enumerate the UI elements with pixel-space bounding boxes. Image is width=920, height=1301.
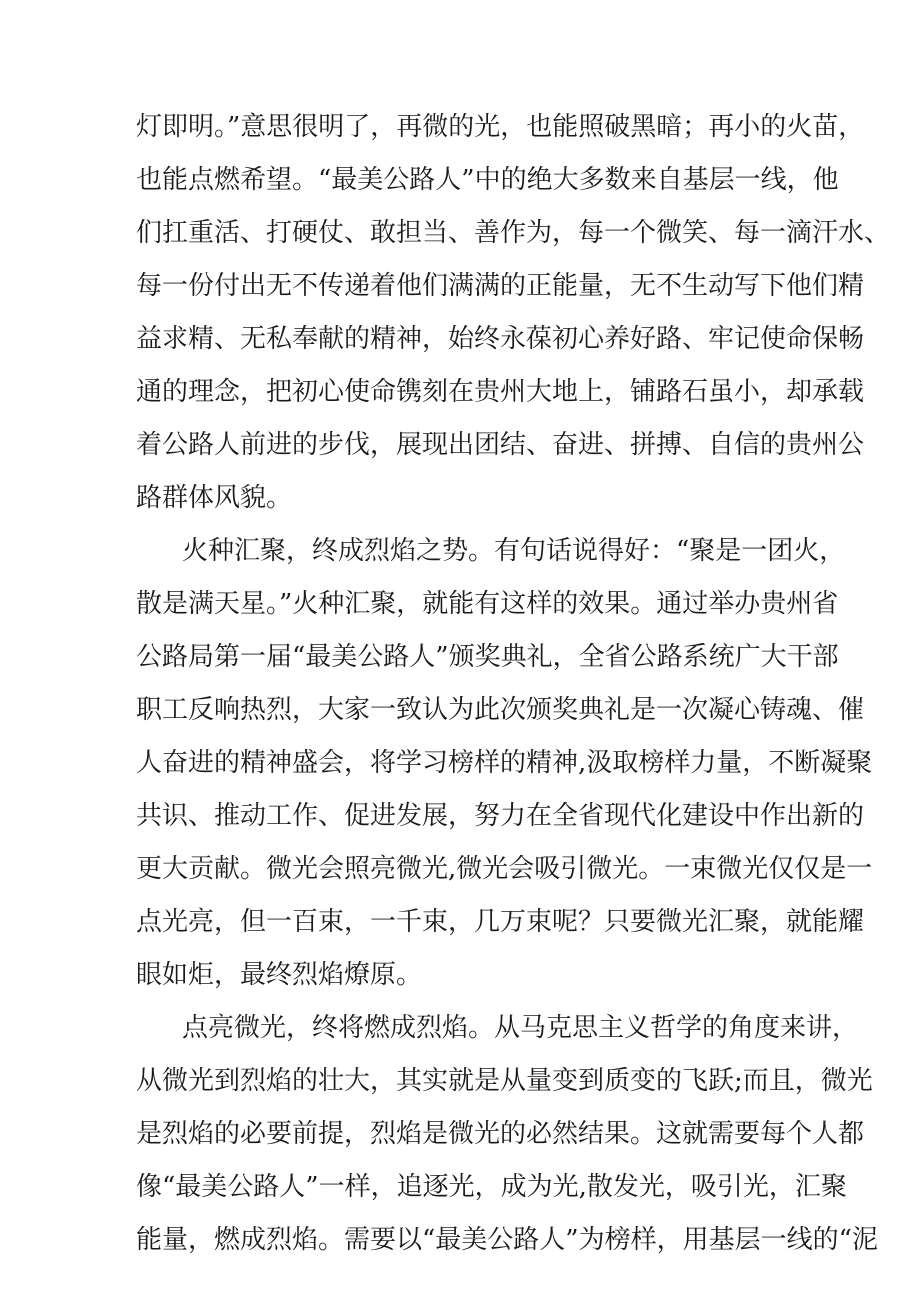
- text-line: 能量，燃成烈焰。需要以“最美公路人”为榜样，用基层一线的“泥: [136, 1225, 878, 1255]
- text-line: 眼如炬，最终烈焰燎原。: [136, 960, 423, 990]
- paragraph-first-line: 火种汇聚，终成烈焰之势。有句话说得好：“聚是一团火，: [182, 536, 846, 566]
- text-line: 通的理念，把初心使命镌刻在贵州大地上，铺路石虽小，却承载: [136, 377, 865, 407]
- text-line: 着公路人前进的步伐，展现出团结、奋进、拼搏、自信的贵州公: [136, 430, 865, 460]
- text-line: 们扛重活、打硬仗、敢担当、善作为，每一个微笑、每一滴汗水、: [136, 218, 891, 248]
- text-line: 职工反响热烈，大家一致认为此次颁奖典礼是一次凝心铸魂、催: [136, 695, 865, 725]
- text-line: 公路局第一届“最美公路人”颁奖典礼，全省公路系统广大干部: [136, 642, 839, 672]
- text-line: 共识、推动工作、促进发展，努力在全省现代化建设中作出新的: [136, 801, 865, 831]
- text-line: 人奋进的精神盛会，将学习榜样的精神,汲取榜样力量，不断凝聚: [136, 748, 873, 778]
- paragraph-first-line: 点亮微光，终将燃成烈焰。从马克思主义哲学的角度来讲，: [182, 1013, 859, 1043]
- text-line: 也能点燃希望。“最美公路人”中的绝大多数来自基层一线，他: [136, 165, 839, 195]
- text-line: 路群体风貌。: [136, 483, 293, 513]
- text-line: 是烈焰的必要前提，烈焰是微光的必然结果。这就需要每个人都: [136, 1119, 865, 1149]
- text-line: 点光亮，但一百束，一千束，几万束呢？只要微光汇聚，就能耀: [136, 907, 865, 937]
- text-line: 从微光到烈焰的壮大，其实就是从量变到质变的飞跃;而且，微光: [136, 1066, 873, 1096]
- text-line: 每一份付出无不传递着他们满满的正能量，无不生动写下他们精: [136, 271, 865, 301]
- text-line: 益求精、无私奉献的精神，始终永葆初心养好路、牢记使命保畅: [136, 324, 865, 354]
- text-line: 散是满天星。”火种汇聚，就能有这样的效果。通过举办贵州省: [136, 589, 839, 619]
- text-line: 灯即明。”意思很明了，再微的光，也能照破黑暗；再小的火苗，: [136, 112, 865, 142]
- text-line: 像“最美公路人”一样，追逐光，成为光,散发光，吸引光，汇聚: [136, 1172, 847, 1202]
- text-line: 更大贡献。微光会照亮微光,微光会吸引微光。一束微光仅仅是一: [136, 854, 873, 884]
